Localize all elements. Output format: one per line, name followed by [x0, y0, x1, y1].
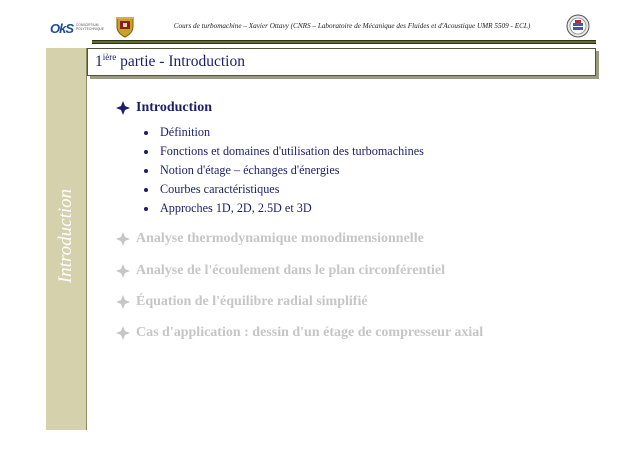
institution-seal-icon	[566, 14, 590, 38]
diamond-bullet-icon	[116, 295, 130, 309]
list-item: Courbes caractéristiques	[140, 181, 424, 200]
list-item: Définition	[140, 124, 424, 143]
sidebar-vertical-label	[46, 48, 86, 430]
list-item: Notion d'étage – échanges d'énergies	[140, 162, 424, 181]
section-thermodynamic-analysis	[116, 231, 424, 247]
section-label: Équation de l'équilibre radial simplifié	[136, 294, 368, 309]
section-label: Introduction	[136, 100, 212, 115]
sidebar-divider	[86, 48, 87, 430]
slide-title	[95, 52, 245, 71]
section-circumferential-flow	[116, 263, 445, 279]
section-label: Analyse thermodynamique monodimensionnelle	[136, 231, 424, 246]
diamond-bullet-icon	[116, 101, 130, 115]
university-crest-icon	[114, 16, 136, 38]
section-application-case	[116, 325, 483, 341]
oks-logo	[50, 19, 108, 37]
header-rule	[92, 40, 596, 44]
slide-title-box	[87, 48, 596, 76]
title-text: partie - Introduction	[116, 53, 245, 70]
section-radial-equilibrium	[116, 294, 368, 310]
section-label: Cas d'application : dessin d'un étage de compresseur axial	[136, 325, 484, 340]
title-ordinal: 1	[95, 53, 103, 70]
oks-logo-mark: OkS	[50, 20, 74, 36]
list-item: Fonctions et domaines d'utilisation des turbomachines	[140, 143, 424, 162]
diamond-bullet-icon	[116, 326, 130, 340]
sidebar-label-text: Introduction	[55, 188, 77, 284]
introduction-subitems	[140, 124, 424, 219]
course-header-text: Cours de turbomachine – Xavier Ottavy (CNRS – Laboratoire de Mécanique des Fluides et d'Acoustique UMR 5509 - ECL)	[173, 22, 531, 30]
oks-logo-caption: CONSORTIUM POLYTECHNIQUE	[76, 23, 104, 31]
list-item: Approches 1D, 2D, 2.5D et 3D	[140, 200, 424, 219]
title-ordinal-suffix: ière	[102, 52, 117, 62]
diamond-bullet-icon	[116, 264, 130, 278]
section-label: Analyse de l'écoulement dans le plan circonférentiel	[136, 263, 446, 278]
section-introduction	[116, 100, 212, 116]
diamond-bullet-icon	[116, 232, 130, 246]
